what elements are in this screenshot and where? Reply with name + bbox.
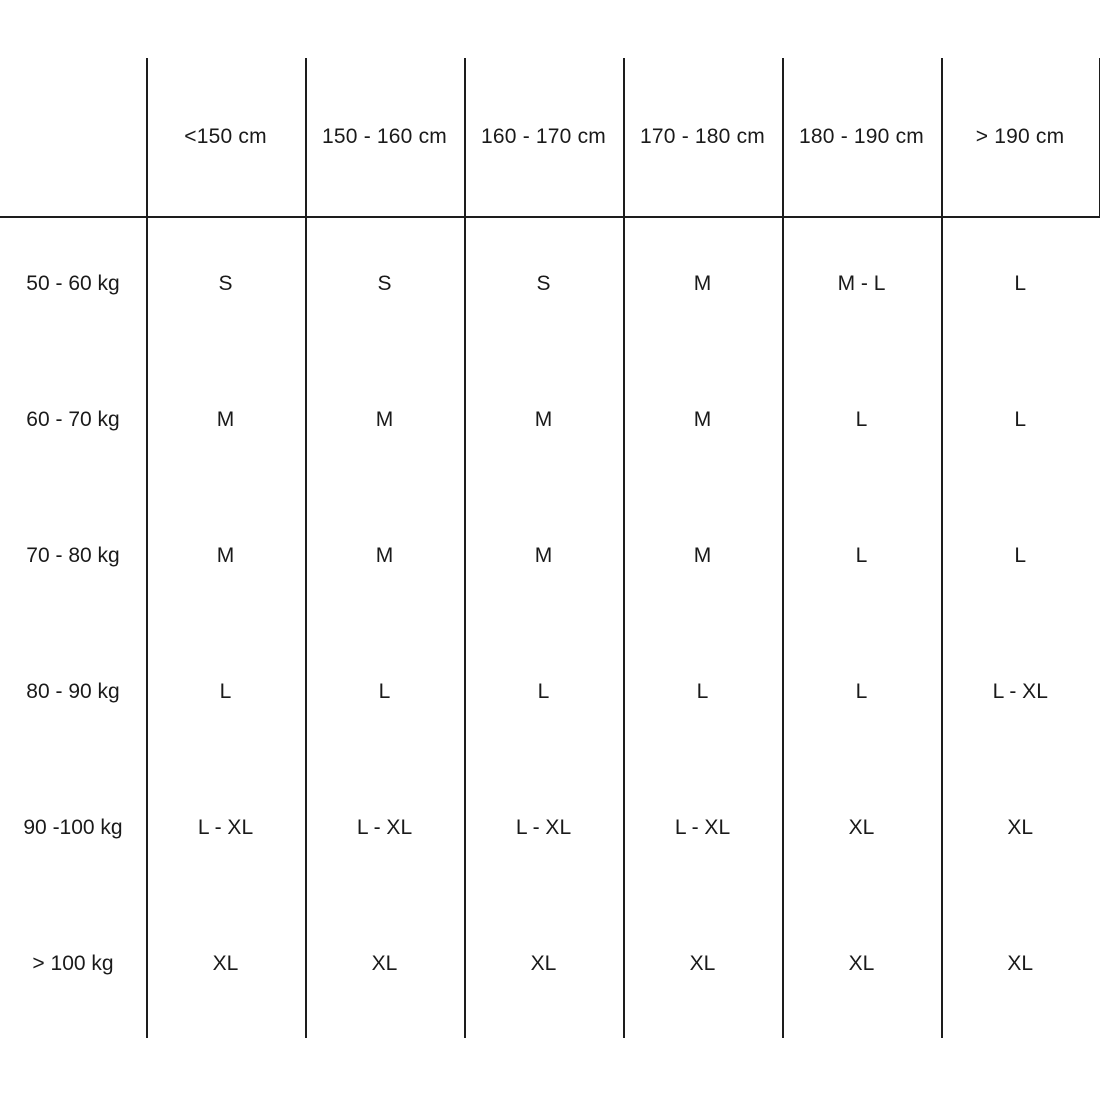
size-cell: L	[696, 680, 709, 703]
size-cell: L	[378, 680, 391, 703]
column-header-height-5: 180 - 190 cm	[799, 125, 924, 148]
size-cell: M - L	[837, 272, 886, 295]
column-header-height-3: 160 - 170 cm	[481, 125, 606, 148]
table-row	[0, 216, 1100, 352]
size-cell: XL	[371, 952, 398, 975]
table-row	[0, 488, 1100, 624]
size-cell: L - XL	[941, 624, 1100, 760]
size-cell: S	[218, 272, 233, 295]
size-cell: L	[855, 680, 868, 703]
size-cell: L - XL	[356, 816, 413, 839]
size-cell: S	[377, 272, 392, 295]
size-cell: M	[534, 408, 553, 431]
size-cell: M	[375, 408, 394, 431]
column-header-height-4: 170 - 180 cm	[640, 125, 765, 148]
row-header-weight-5: 90 -100 kg	[0, 760, 146, 896]
row-header-weight-3: 70 - 80 kg	[0, 488, 146, 624]
size-cell: M	[375, 544, 394, 567]
column-divider-2	[305, 58, 307, 1038]
table-row	[0, 760, 1100, 896]
size-cell: L	[219, 680, 232, 703]
column-divider-4	[623, 58, 625, 1038]
table-corner-cell	[0, 58, 146, 216]
size-cell: XL	[941, 896, 1100, 1032]
column-header-height-1: <150 cm	[184, 125, 267, 148]
size-cell: M	[693, 544, 712, 567]
size-cell: M	[693, 272, 712, 295]
size-cell: L	[941, 352, 1100, 488]
column-divider-5	[782, 58, 784, 1038]
table-header-row	[0, 58, 1100, 216]
column-header-height-6: > 190 cm	[941, 58, 1100, 216]
size-recommendation-table	[0, 58, 1100, 1032]
row-header-weight-6: > 100 kg	[0, 896, 146, 1032]
row-header-weight-2: 60 - 70 kg	[0, 352, 146, 488]
column-divider-6	[941, 58, 943, 1038]
size-cell: L - XL	[674, 816, 731, 839]
table-row	[0, 896, 1100, 1032]
table-row	[0, 352, 1100, 488]
size-cell: XL	[212, 952, 239, 975]
size-cell: S	[536, 272, 551, 295]
table-row	[0, 624, 1100, 760]
column-divider-1	[146, 58, 148, 1038]
size-cell: M	[216, 408, 235, 431]
header-divider-line	[0, 216, 1100, 218]
column-header-height-2: 150 - 160 cm	[322, 125, 447, 148]
size-cell: M	[216, 544, 235, 567]
row-header-weight-4: 80 - 90 kg	[0, 624, 146, 760]
size-cell: L	[941, 216, 1100, 352]
size-cell: XL	[848, 952, 875, 975]
size-cell: XL	[689, 952, 716, 975]
row-header-weight-1: 50 - 60 kg	[0, 216, 146, 352]
size-cell: L	[941, 488, 1100, 624]
size-cell: XL	[941, 760, 1100, 896]
column-divider-3	[464, 58, 466, 1038]
size-cell: XL	[848, 816, 875, 839]
size-cell: M	[693, 408, 712, 431]
size-cell: M	[534, 544, 553, 567]
size-cell: L - XL	[515, 816, 572, 839]
size-cell: L	[855, 544, 868, 567]
size-cell: L	[855, 408, 868, 431]
size-cell: L	[537, 680, 550, 703]
size-cell: L - XL	[197, 816, 254, 839]
size-cell: XL	[530, 952, 557, 975]
